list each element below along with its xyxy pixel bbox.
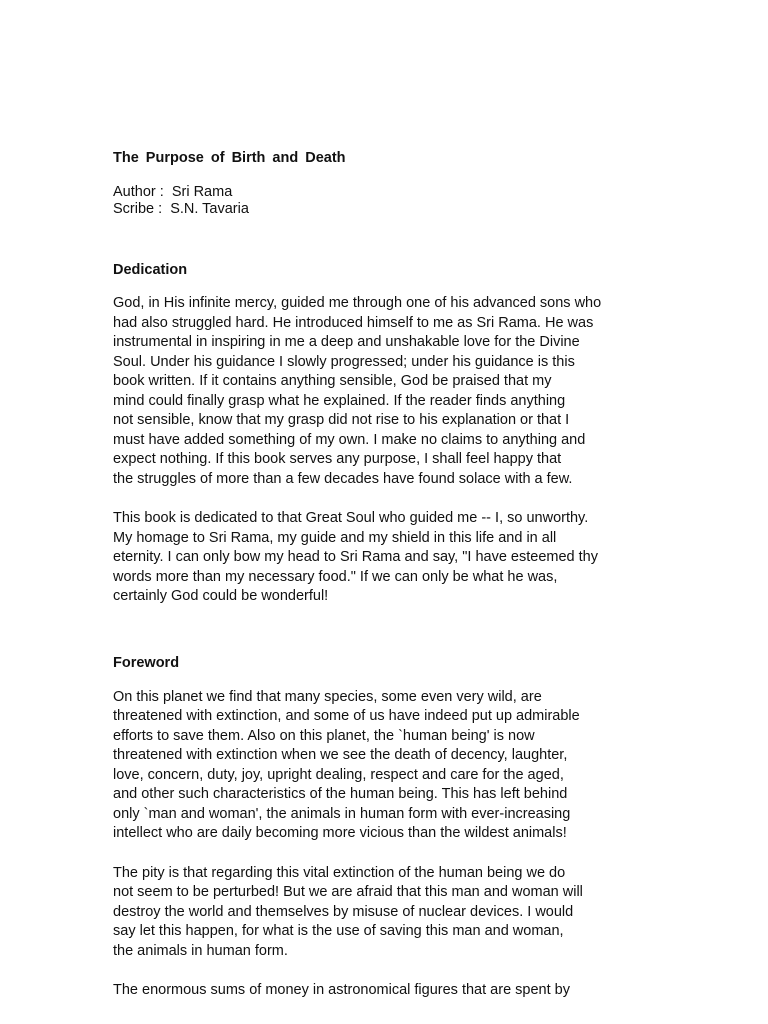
dedication-paragraph-2	[113, 509, 713, 607]
text-line: book written. If it contains anything sensible, God be praised that my	[113, 373, 552, 389]
foreword-paragraph-2	[113, 864, 713, 962]
text-line: not seem to be perturbed! But we are afraid that this man and woman will	[113, 884, 583, 900]
text-line: say let this happen, for what is the use of saving this man and woman,	[113, 923, 564, 939]
text-line: love, concern, duty, joy, upright dealing, respect and care for the aged,	[113, 766, 564, 783]
text-line: expect nothing. If this book serves any purpose, I shall feel happy that	[113, 451, 562, 467]
text-line: efforts to save them. Also on this planet, the `human being' is now	[113, 727, 535, 744]
text-line: The enormous sums of money in astronomical figures that are spent by	[113, 982, 570, 998]
document-body	[113, 150, 713, 1001]
text-line: threatened with extinction when we see the death of decency, laughter,	[113, 747, 568, 763]
document-credits	[113, 184, 713, 218]
text-line: had also struggled hard. He introduced himself to me as Sri Rama. He was	[113, 314, 594, 331]
text-line: The pity is that regarding this vital extinction of the human being we do	[113, 864, 566, 881]
dedication-paragraph-1	[113, 294, 713, 489]
text-line: Soul. Under his guidance I slowly progressed; under his guidance is this	[113, 353, 575, 370]
foreword-heading: Foreword	[113, 654, 180, 671]
text-line: destroy the world and themselves by misuse of nuclear devices. I would	[113, 903, 574, 920]
text-line: God, in His infinite mercy, guided me through one of his advanced sons who	[113, 295, 602, 311]
text-line: threatened with extinction, and some of us have indeed put up admirable	[113, 708, 580, 724]
text-line: the animals in human form.	[113, 942, 288, 959]
text-line: the struggles of more than a few decades have found solace with a few.	[113, 470, 573, 487]
author-line: Author : Sri Rama	[113, 184, 233, 200]
text-line: eternity. I can only bow my head to Sri Rama and say, "I have esteemed thy	[113, 549, 598, 565]
foreword-paragraph-1	[113, 688, 713, 844]
text-line: instrumental in inspiring in me a deep and unshakable love for the Divine	[113, 334, 580, 350]
text-line: intellect who are daily becoming more vicious than the wildest animals!	[113, 825, 567, 841]
text-line: not sensible, know that my grasp did not rise to his explanation or that I	[113, 412, 570, 428]
text-line: certainly God could be wonderful!	[113, 588, 329, 604]
text-line: and other such characteristics of the human being. This has left behind	[113, 786, 568, 802]
dedication-heading: Dedication	[113, 262, 188, 278]
text-line: only `man and woman', the animals in human form with ever-increasing	[113, 805, 571, 822]
scribe-line: Scribe : S.N. Tavaria	[113, 201, 249, 217]
text-line: mind could finally grasp what he explained. If the reader finds anything	[113, 392, 566, 409]
foreword-paragraph-3	[113, 981, 713, 1001]
text-line: words more than my necessary food." If we can only be what he was,	[113, 568, 558, 585]
text-line: On this planet we find that many species, some even very wild, are	[113, 688, 542, 705]
document-title: The Purpose of Birth and Death	[113, 150, 346, 166]
text-line: must have added something of my own. I make no claims to anything and	[113, 431, 586, 448]
text-line: My homage to Sri Rama, my guide and my shield in this life and in all	[113, 529, 557, 546]
text-line: This book is dedicated to that Great Soul who guided me -- I, so unworthy.	[113, 510, 589, 526]
